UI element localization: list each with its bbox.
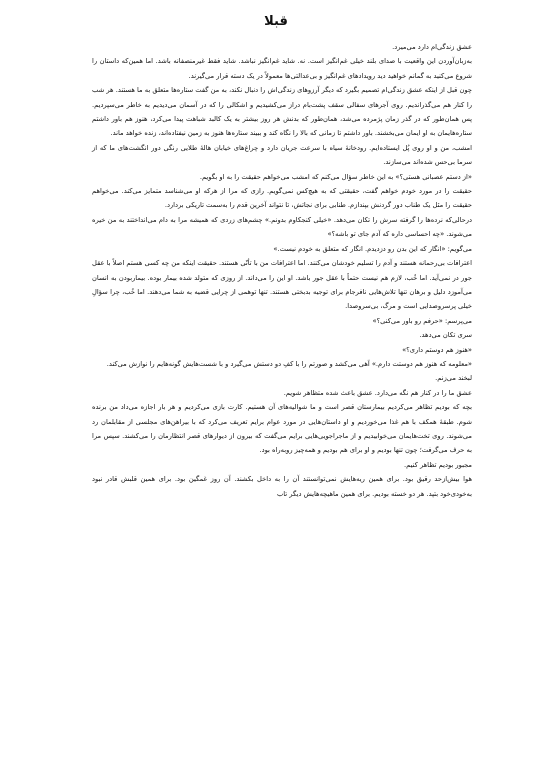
paragraph: هوا بیش‌ازحد رقیق بود. برای همین ریه‌هایش نمی‌توانستند آن را به داخل بکشند. آن روز غمگین بود. برای همین قلبش قادر نبود به‌خودی‌خود بتپد. هر دو خسته بودیم. برای همین ماهیچه‌هایش دیگر تاب (92, 475, 472, 498)
body-text (92, 40, 472, 501)
paragraph: سری تکان می‌دهد. (419, 331, 472, 340)
paragraph: بچه که بودیم تظاهر می‌کردیم بیمارستان قصر است و ما شوالیه‌های آن هستیم. کارت بازی می‌کردیم و هر بار اجازه می‌داد من برنده شوم. طبقهٔ همکف با هم غذا می‌خوردیم و او داستان‌هایی در مورد عوام برایم تعریف می‌کرد که با بیراهن‌های مجلسی از مقابلمان رد می‌شوند. روی تخت‌هایمان می‌خوابیدیم و از ماجراجویی‌هایی برایم می‌گفت که بیرون از دیوارهای قصر انتظارمان را می‌کشند. سپس مرا به حرف می‌گرفت؛ چون تنها بودیم و او برای هم بودیم و همه‌چیز روبه‌راه بود. (92, 403, 472, 455)
paragraph: به‌زبان‌آوردن این واقعیت با صدای بلند خیلی غم‌انگیز است. نه. شاید غم‌انگیز نباشد. شاید فقط غیرمنصفانه باشد. اما همین‌که داستان را شروع می‌کنید به گمانم خواهید دید رویدادهای غم‌انگیز و بی‌عدالتی‌ها معمولاً در یک دسته قرار می‌گیرند. (92, 57, 472, 80)
paragraph: چون قبل از اینکه عشق زندگی‌ام تصمیم بگیرد که دیگر آرزوهای زندگی‌اش را دنبال نکند، به من گفت ستاره‌ها متعلق به ما هستند. هر شب را کنار هم می‌گذراندیم. روی آجرهای سفالی سقف پشت‌بام دراز می‌کشیدیم و اشکالی را که در آسمان می‌دیدیم به خاطر می‌سپردیم. پس همان‌طور که در گذر زمان پژمرده می‌شد، همان‌طور که بدنش هر روز بیشتر به یک کالبد شباهت پیدا می‌کرد، هنوز هم باور داشتم ستاره‌هایمان به او ایمان می‌بخشند. باور داشتم تا زمانی که بالا را نگاه کند و ببیند ستاره‌ها هنوز به زمین نیفتاده‌اند، زنده خواهد ماند. (92, 86, 472, 138)
paragraph: «هنوز هم دوستم داری؟» (402, 345, 472, 354)
paragraph: «از دستم عصبانی هستی؟» به این خاطر سؤال می‌کنم که امشب می‌خواهم حقیقت را به او بگویم. (199, 172, 472, 181)
paragraph: «معلومه که هنوز هم دوستت دارم.» آهی می‌کشد و صورتم را با کفِ دو دستش می‌گیرد و با شست‌هایش گونه‌هایم را نوازش می‌کند. (106, 359, 472, 368)
paragraph: می‌گویم: «انگار که این بدن رو دزدیدم. انگار که متعلق به خودم نیست.» (273, 244, 472, 253)
paragraph: حقیقت را در مورد خودم خواهم گفت، حقیقتی که به هیچ‌کس نمی‌گویم. رازی که مرا از هرکه او می‌شناسد متمایز می‌کند. می‌خواهم حقیقت را مثل یک طناب دور گردنش بپندازم. طنابی برای نجاتش، تا نتواند آخرین قدم را به‌سمت تاریکی بردارد. (92, 187, 472, 210)
paragraph: مجبور بودیم تظاهر کنیم. (404, 460, 472, 469)
paragraph: درحالی‌که نرده‌ها را گرفته سرش را تکان می‌دهد. «خیلی کنجکاوم بدونم.» چشم‌های زردی که همیشه مرا به دام می‌انداختند به من خیره می‌شوند. «چه احساسی داره که آدم جای تو باشه؟» (92, 215, 472, 239)
paragraph: عشق زندگی‌ام دارد می‌میرد. (392, 43, 472, 51)
page-title: قبلا (264, 14, 288, 29)
paragraph: می‌پرسم: «حرفم رو باور می‌کنی؟» (372, 316, 472, 325)
paragraph: امشب، من و او روی پُل ایستاده‌ایم. رودخانهٔ سیاه با سرعت جریان دارد و چراغ‌های خیابان هالهٔ طلایی رنگی دور انگشت‌های ما که از سرما بی‌حس شده‌اند می‌سازند. (92, 143, 472, 167)
paragraph: لبخند می‌زنم. (435, 374, 472, 383)
paragraph: عشق ما را در کنار هم نگه می‌دارد. عشق باعث شده متظاهر شویم. (283, 388, 472, 397)
paragraph: اعترافات بی‌رحمانه هستند و آدم را تسلیم خودشان می‌کنند. اما اعترافات من با تأنّی هستند. حقیقت اینکه من چه کسی هستم اصلاً با عقل جور در نمی‌آید. اما خُب، لازم هم نیست حتماً با عقل جور باشد. او این را می‌داند. از روزی که متولد شده بیمار بوده. بیماربودن به انسان می‌آموزد دلیل و برهان تنها تلاش‌هایی نافرجام برای توجیه بدبختی هستند. تنها توهمی از چرایی قضیه به شما می‌دهند. اما خُب، چرا سؤالِ خیلی پرسروصدایی است و مرگ، بی‌سروصدا. (92, 259, 472, 311)
